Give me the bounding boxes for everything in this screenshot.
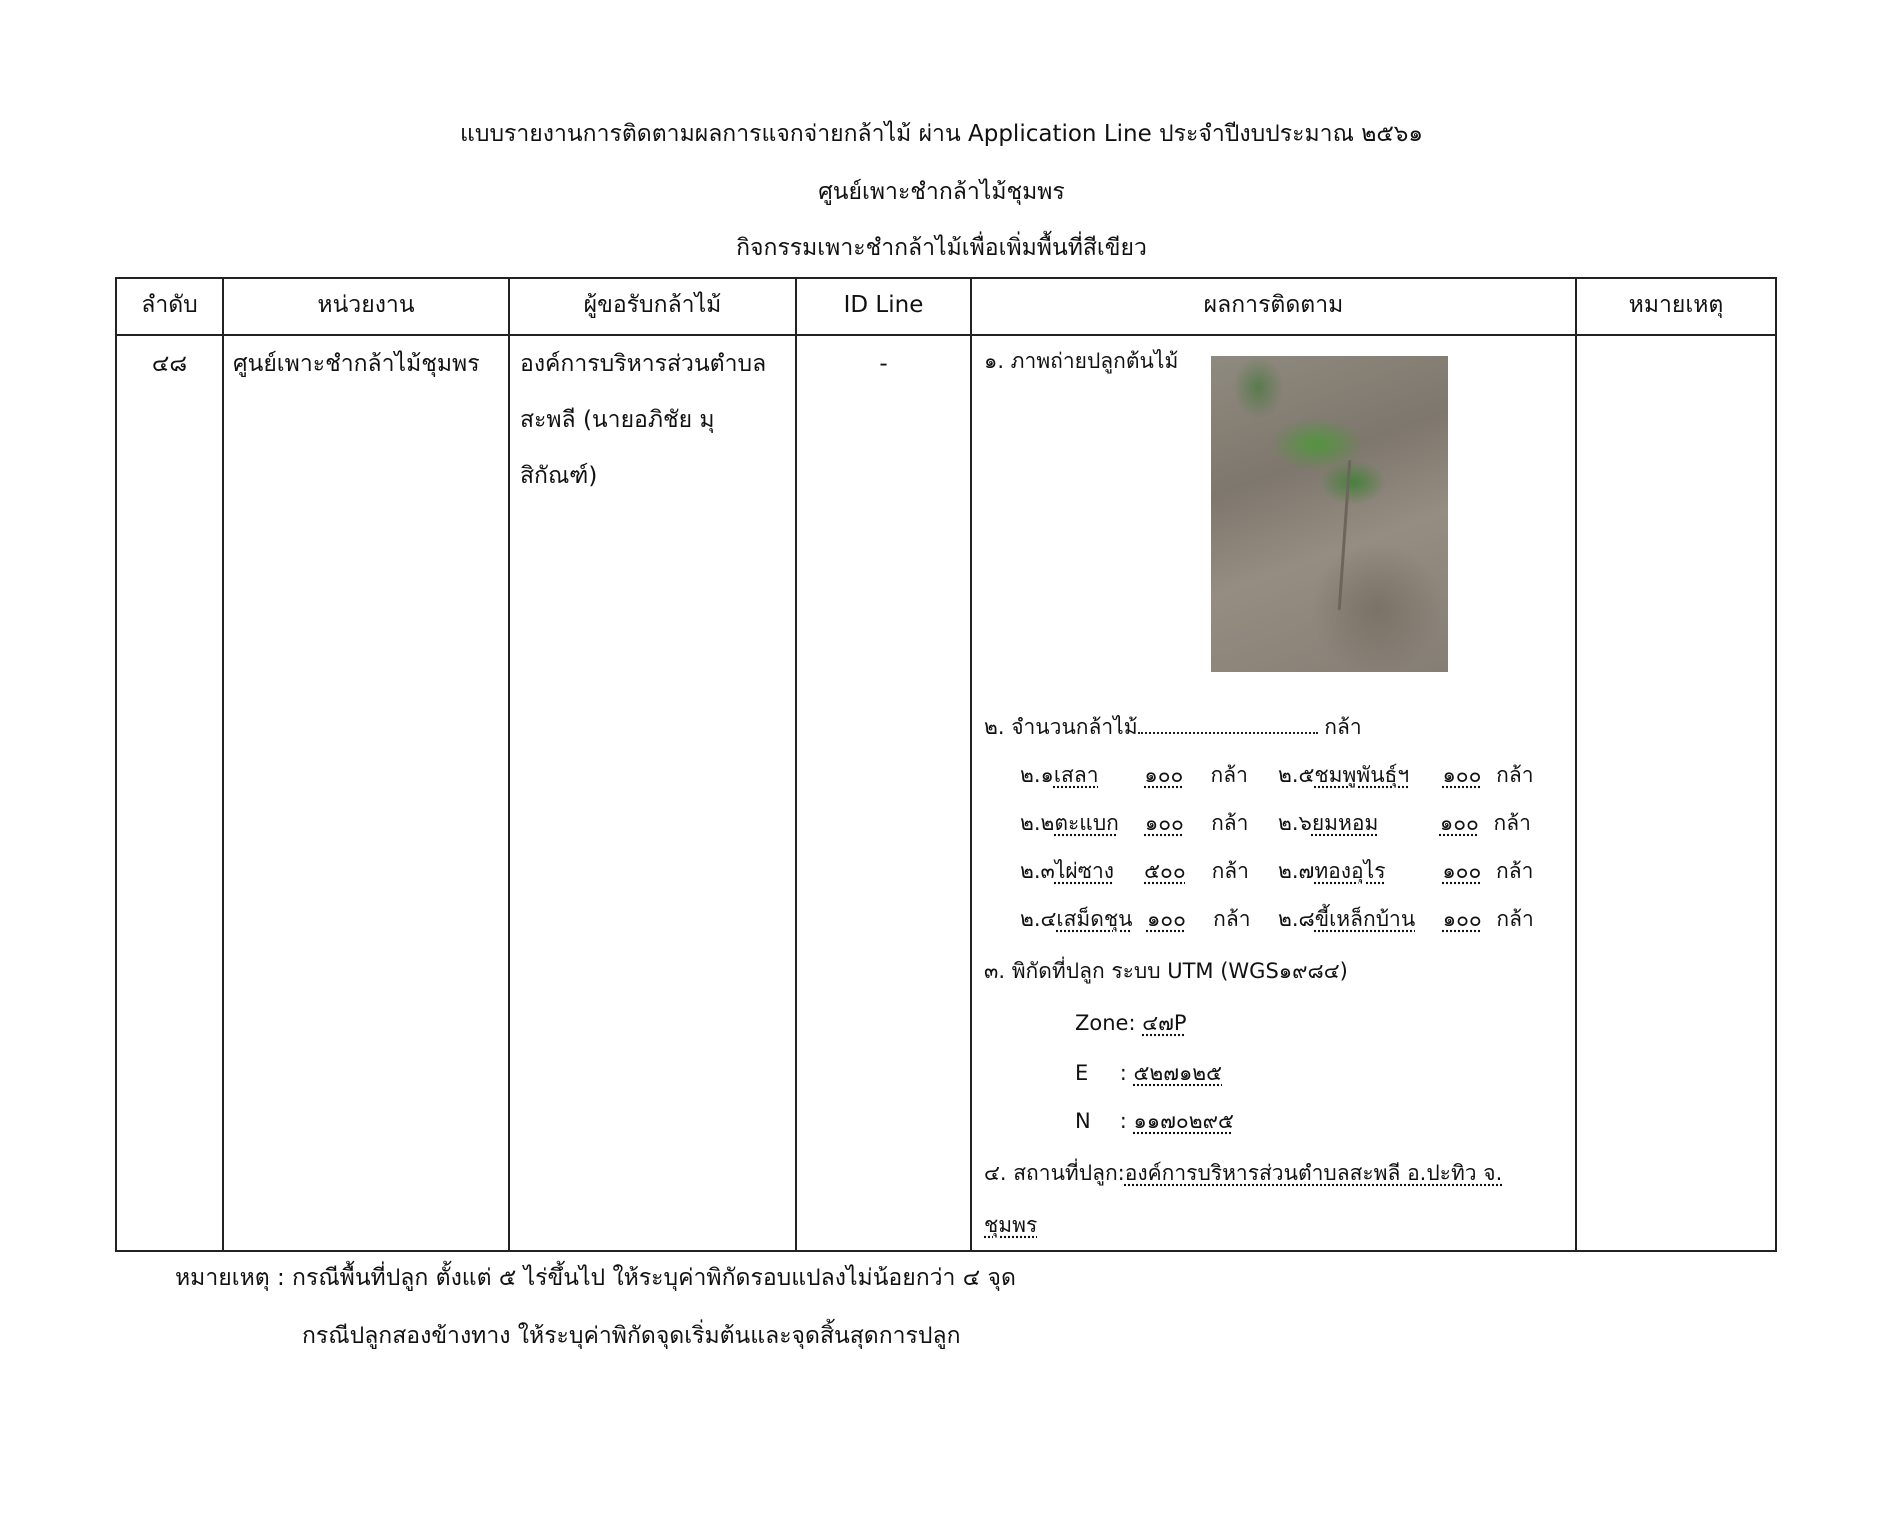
row-recipient-line1: องค์การบริหารส่วนตำบล (520, 351, 767, 377)
place-value-1: องค์การบริหารส่วนตำบลสะพลี อ.ปะทิว จ. (1124, 1161, 1503, 1185)
place-label: ๔. สถานที่ปลูก: (984, 1161, 1125, 1185)
northing-value: ๑๑๗๐๒๙๕ (1133, 1109, 1234, 1133)
col-header-agency: หน่วยงาน (317, 292, 415, 318)
easting-value: ๕๒๗๑๒๕ (1133, 1061, 1223, 1085)
col-header-recipient: ผู้ขอรับกล้าไม้ (583, 292, 722, 318)
photo-label: ๑. ภาพถ่ายปลูกต้นไม้ (984, 349, 1179, 373)
species-item: ๒.๔เสม็ดชุน ๑๐๐ กล้า (1020, 907, 1251, 931)
count-label: ๒. จำนวนกล้าไม้ (984, 715, 1138, 739)
col-header-remark: หมายเหตุ (1628, 292, 1724, 318)
row-recipient-line3: สิกัณฑ์) (520, 463, 598, 489)
species-item: ๒.๕ชมพูพันธุ์ฯ ๑๐๐ กล้า (1278, 763, 1534, 787)
activity-name: กิจกรรมเพาะชำกล้าไม้เพื่อเพิ่มพื้นที่สีเขียว (736, 235, 1147, 261)
place-line (984, 1158, 1502, 1188)
footnote-line2: กรณีปลูกสองข้างทาง ให้ระบุค่าพิกัดจุดเริ่มต้นและจุดสิ้นสุดการปลูก (302, 1323, 961, 1349)
species-item: ๒.๒ตะแบก ๑๐๐ กล้า (1020, 811, 1249, 835)
species-item: ๒.๖ยมหอม ๑๐๐ กล้า (1278, 811, 1531, 835)
species-item: ๒.๑เสลา ๑๐๐ กล้า (1020, 763, 1248, 787)
species-item: ๒.๘ขี้เหล็กบ้าน ๑๐๐ กล้า (1278, 907, 1534, 931)
count-unit: กล้า (1324, 715, 1362, 739)
easting-line: E : ๕๒๗๑๒๕ (1075, 1058, 1343, 1088)
row-recipient-line2: สะพลี (นายอภิชัย มุ (520, 407, 715, 433)
northing-label: N (1075, 1109, 1091, 1133)
species-item: ๒.๓ไผ่ซาง ๕๐๐ กล้า (1020, 859, 1249, 883)
zone-line (1075, 1008, 1342, 1038)
coord-label: ๓. พิกัดที่ปลูก ระบบ UTM (WGS๑๙๘๔) (984, 959, 1348, 983)
northing-line: N : ๑๑๗๐๒๙๕ (1075, 1106, 1343, 1136)
species-item: ๒.๗ทองอุไร ๑๐๐ กล้า (1278, 859, 1534, 883)
col-header-no: ลำดับ (141, 292, 198, 318)
zone-value: ๔๗P (1142, 1011, 1187, 1035)
row-no: ๔๘ (151, 351, 188, 377)
col-header-result: ผลการติดตาม (1203, 292, 1344, 318)
zone-label: Zone: (1075, 1011, 1136, 1035)
count-line (984, 712, 1362, 742)
report-title: แบบรายงานการติดตามผลการแจกจ่ายกล้าไม้ ผ่าน Application Line ประจำปีงบประมาณ ๒๕๖๑ (460, 121, 1423, 147)
place-line-2 (984, 1210, 1037, 1240)
col-header-id-line: ID Line (843, 292, 924, 318)
center-name: ศูนย์เพาะชำกล้าไม้ชุมพร (818, 179, 1065, 205)
row-id-line: - (879, 351, 888, 377)
row-agency: ศูนย์เพาะชำกล้าไม้ชุมพร (233, 351, 480, 377)
planting-photo (1211, 356, 1448, 672)
easting-label: E (1075, 1061, 1089, 1085)
footnote-line1: หมายเหตุ : กรณีพื้นที่ปลูก ตั้งแต่ ๕ ไร่ขึ้นไป ให้ระบุค่าพิกัดรอบแปลงไม่น้อยกว่า ๔ จุด (175, 1265, 1016, 1291)
place-value-2: ชุมพร (984, 1213, 1038, 1237)
